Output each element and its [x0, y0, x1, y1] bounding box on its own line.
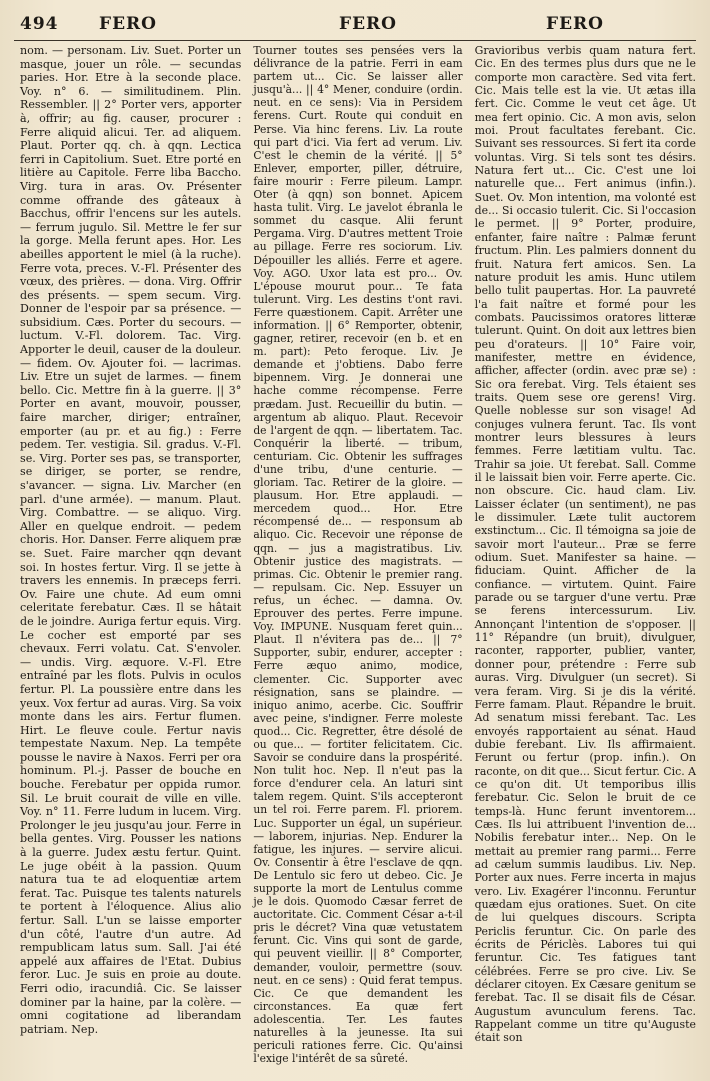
- running-head: [14, 6, 696, 41]
- page-number: 494: [20, 14, 59, 34]
- text-columns: [20, 44, 696, 1071]
- column-right: [475, 44, 696, 1071]
- column-left: [20, 44, 241, 1071]
- running-head-right: FERO: [546, 14, 604, 34]
- running-head-left: FERO: [99, 14, 157, 34]
- column-text: Tourner toutes ses pensées vers la délivrance de la patrie. Ferri in eam partem ut... Cic. Se laisser aller jusqu'à... || 4° Mener, conduire (ordin. neut. en ce sens): Via in Persidem ferens. Curt. Route qui conduit en Perse. Via hinc ferens. Liv. La route qui part d'ici. Via fert ad verum. Liv. C'est le chemin de la vérité. || 5° Enlever, emporter, piller, détruire, faire mourir : Ferre pileum. Lampr. Oter (à qqn) son bonnet. Apicem hasta tulit. Virg. Le javelot ébranla le sommet du casque. Alii ferunt Pergama. Virg. D'autres mettent Troie au pillage. Ferre res sociorum. Liv. Dépouiller les alliés. Ferre et agere. Voy. AGO. Uxor lata est pro... Ov. L'épouse mourut pour... Te fata tulerunt. Virg. Les destins t'ont ravi. Ferre quæstionem. Capit. Arrêter une information. || 6° Remporter, obtenir, gagner, retirer, recevoir (en b. et en m. part): Peto feroque. Liv. Je demande et j'obtiens. Dabo ferre bipennem. Virg. Je donnerai une hache comme récompense. Ferre prædam. Just. Recueillir du butin. — argentum ab aliquo. Plaut. Recevoir de l'argent de qqn. — libertatem. Tac. Conquérir la liberté. — tribum, centuriam. Cic. Obtenir les suffrages d'une tribu, d'une centurie. — gloriam. Tac. Retirer de la gloire. — plausum. Hor. Etre applaudi. — mercedem quod... Hor. Etre récompensé de... — responsum ab aliquo. Cic. Recevoir une réponse de qqn. — jus a magistratibus. Liv. Obtenir justice des magistrats. — primas. Cic. Obtenir le premier rang. — repulsam. Cic. Nep. Essuyer un refus, un échec. — damna. Ov. Eprouver des pertes. Ferre impune. Voy. IMPUNE. Nusquam feret quin... Plaut. Il n'évitera pas de... || 7° Supporter, subir, endurer, accepter : Ferre æquo animo, modice, clementer. Cic. Supporter avec résignation, sans se plaindre. — iniquo animo, acerbe. Cic. Souffrir avec peine, s'indigner. Ferre moleste quod... Cic. Regretter, être désolé de ou que... — fortiter felicitatem. Cic. Savoir se conduire dans la prospérité. Non tulit hoc. Nep. Il n'eut pas la force d'endurer cela. An laturi sint talem regem. Quint. S'ils accepteront un tel roi. Ferre parem. Fl. priorem. Luc. Supporter un égal, un supérieur. — laborem, injurias. Nep. Endurer la fatigue, les injures. — servire alicui. Ov. Consentir à être l'esclave de qqn. De Lentulo sic fero ut debeo. Cic. Je supporte la mort de Lentulus comme je le dois. Quomodo Cæsar ferret de auctoritate. Cic. Comment César a-t-il pris le décret? Vina quæ vetustatem ferunt. Cic. Vins qui sont de garde, qui peuvent vieillir. || 8° Comporter, demander, vouloir, permettre (souv. neut. en ce sens) : Quid ferat tempus. Cic. Ce que demandent les circonstances. Ea quæ fert adolescentia. Ter. Les fautes naturelles à la jeunesse. Ita sui periculi rationes ferre. Cic. Qu'ainsi l'exige l'intérêt de sa sûreté.: [253, 44, 463, 1066]
- column-middle: [253, 44, 462, 1071]
- column-text: Gravioribus verbis quam natura fert. Cic. En des termes plus durs que ne le comporte mon caractère. Sed vita fert. Cic. Mais telle est la vie. Ut ætas illa fert. Cic. Comme le veut cet âge. Ut mea fert opinio. Cic. A mon avis, selon moi. Prout facultates ferebant. Cic. Suivant ses ressources. Si fert ita corde voluntas. Virg. Si tels sont tes désirs. Natura fert ut... Cic. C'est une loi naturelle que... Fert animus (infin.). Suet. Ov. Mon intention, ma volonté est de... Si occasio tulerit. Cic. Si l'occasion le permet. || 9° Porter, produire, enfanter, faire naître : Palmæ ferunt fructum. Plin. Les palmiers donnent du fruit. Natura fert amicos. Sen. La nature produit les amis. Hunc utilem bello tulit paupertas. Hor. La pauvreté l'a fait naître et formé pour les combats. Paucissimos oratores litteræ tulerunt. Quint. On doit aux lettres bien peu d'orateurs. || 10° Faire voir, manifester, mettre en évidence, afficher, affecter (ordin. avec præ se) : Sic ora ferebat. Virg. Tels étaient ses traits. Quem sese ore gerens! Virg. Quelle noblesse sur son visage! Ad conjuges vulnera ferunt. Tac. Ils vont montrer leurs blessures à leurs femmes. Ferre lætitiam vultu. Tac. Trahir sa joie. Ut ferebat. Sall. Comme il le laissait bien voir. Ferre aperte. Cic. non obscure. Cic. haud clam. Liv. Laisser éclater (un sentiment), ne pas le dissimuler. Læte tulit auctorem exstinctum... Cic. Il témoigna sa joie de savoir mort l'auteur... Præ se ferre odium. Suet. Manifester sa haine. — fiduciam. Quint. Afficher de la confiance. — virtutem. Quint. Faire parade ou se targuer d'une vertu. Præ se ferens intercessurum. Liv. Annonçant l'intention de s'opposer. || 11° Répandre (un bruit), divulguer, raconter, rapporter, publier, vanter, donner pour, prétendre : Ferre sub auras. Virg. Divulguer (un secret). Si vera feram. Virg. Si je dis la vérité. Ferre famam. Plaut. Répandre le bruit. Ad senatum missi ferebant. Tac. Les envoyés rapportaient au sénat. Haud dubie ferebant. Liv. Ils affirmaient. Ferunt ou fertur (prop. infin.). On raconte, on dit que... Sicut fertur. Cic. A ce qu'on dit. Ut temporibus illis ferebatur. Cic. Selon le bruit de ce temps-là. Hunc ferunt inventorem... Cæs. Ils lui attribuent l'invention de... Nobilis ferebatur inter... Nep. On le mettait au premier rang parmi... Ferre ad cælum summis laudibus. Liv. Nep. Porter aux nues. Ferre incerta in majus vero. Liv. Exagérer l'inconnu. Feruntur quædam ejus orationes. Suet. On cite de lui quelques discours. Scripta Periclis feruntur. Cic. On parle des écrits de Périclès. Labores tui qui feruntur. Cic. Tes fatigues tant célébrées. Ferre se pro cive. Liv. Se déclarer citoyen. Ex Cæsare genitum se ferebat. Tac. Il se disait fils de César. Augustum avunculum ferens. Tac. Rappelant comme un titre qu'Auguste était son: [474, 44, 696, 1045]
- column-text: nom. — personam. Liv. Suet. Porter un masque, jouer un rôle. — secundas paries. Hor. Etre à la seconde place. Voy. n° 6. — similitudinem. Plin. Ressembler. || 2° Porter vers, apporter à, offrir; au fig. causer, procurer : Ferre aliquid alicui. Ter. ad aliquem. Plaut. Porter qq. ch. à qqn. Lectica ferri in Capitolium. Suet. Etre porté en litière au Capitole. Ferre liba Baccho. Virg. tura in aras. Ov. Présenter comme offrande des gâteaux à Bacchus, offrir l'encens sur les autels. — ferrum jugulo. Sil. Mettre le fer sur la gorge. Mella ferunt apes. Hor. Les abeilles apportent le miel (à la ruche). Ferre vota, preces. V.-Fl. Présenter des vœux, des prières. — dona. Virg. Offrir des présents. — spem secum. Virg. Donner de l'espoir par sa présence. — subsidium. Cæs. Porter du secours. — luctum. V.-Fl. dolorem. Tac. Virg. Apporter le deuil, causer de la douleur. — fidem. Ov. Ajouter foi. — lacrimas. Liv. Etre un sujet de larmes. — finem bello. Cic. Mettre fin à la guerre. || 3° Porter en avant, mouvoir, pousser, faire marcher, diriger; entraîner, emporter (au pr. et au fig.) : Ferre pedem. Ter. vestigia. Sil. gradus. V.-Fl. se. Virg. Porter ses pas, se transporter, se diriger, se porter, se rendre, s'avancer. — signa. Liv. Marcher (en parl. d'une armée). — manum. Plaut. Virg. Combattre. — se aliquo. Virg. Aller en quelque endroit. — pedem choris. Hor. Danser. Ferre aliquem præ se. Suet. Faire marcher qqn devant soi. In hostes fertur. Virg. Il se jette à travers les ennemis. In præceps ferri. Ov. Faire une chute. Ad eum omni celeritate ferebatur. Cæs. Il se hâtait de le joindre. Auriga fertur equis. Virg. Le cocher est emporté par ses chevaux. Ferri volatu. Cat. S'envoler. — undis. Virg. æquore. V.-Fl. Etre entraîné par les flots. Pulvis in oculos fertur. Pl. La poussière entre dans les yeux. Vox fertur ad auras. Virg. Sa voix monte dans les airs. Fertur flumen. Hirt. Le fleuve coule. Fertur navis tempestate Naxum. Nep. La tempête pousse le navire à Naxos. Ferri per ora hominum. Pl.-j. Passer de bouche en bouche. Ferebatur per oppida rumor. Sil. Le bruit courait de ville en ville. Voy. n° 11. Ferre ludum in lucem. Virg. Prolonger le jeu jusqu'au jour. Ferre in bella gentes. Virg. Pousser les nations à la guerre. Judex æstu fertur. Quint. Le juge obéit à la passion. Quum natura tua te ad eloquentiæ artem ferat. Tac. Puisque tes talents naturels te portent à l'éloquence. Alius alio fertur. Sall. L'un se laisse emporter d'un côté, l'autre d'un autre. Ad rempublicam latus sum. Sall. J'ai été appelé aux affaires de l'Etat. Dubius feror. Luc. Je suis en proie au doute. Ferri odio, iracundiâ. Cic. Se laisser dominer par la haine, par la colère. — omni cogitatione ad liberandam patriam. Nep.: [20, 44, 242, 1036]
- running-head-center: FERO: [339, 14, 397, 34]
